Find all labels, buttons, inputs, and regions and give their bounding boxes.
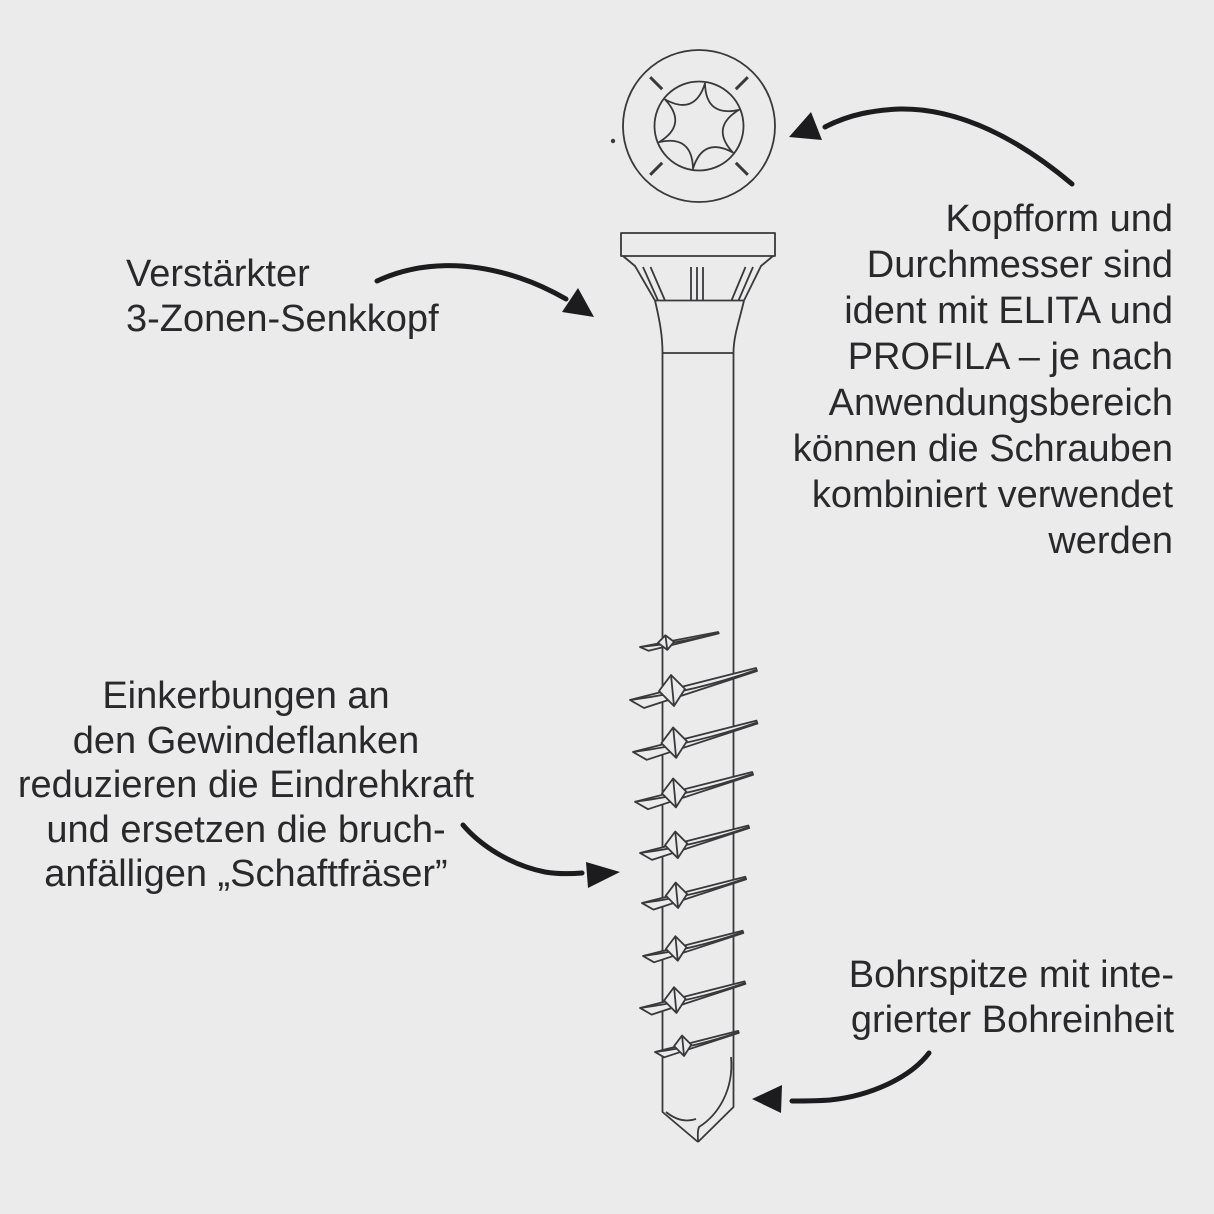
annotation-line: können die Schrauben — [792, 428, 1173, 470]
thread-flight — [635, 772, 753, 809]
arrow-to-drill-tip-icon — [752, 1053, 929, 1113]
screw-side-view-icon — [621, 233, 775, 1142]
annotation-line: reduzieren die Eindrehkraft — [17, 764, 475, 806]
annotation-line: anfälligen „Schaftfräser” — [44, 853, 448, 895]
thread-flight — [630, 668, 757, 708]
arrow-to-torx-head-arrowhead-icon — [789, 112, 822, 140]
torx-star-icon — [659, 83, 739, 168]
annotation-head-shape — [793, 196, 1173, 564]
annotation-line: werden — [1048, 520, 1173, 562]
thread-flight — [643, 931, 743, 963]
annotation-line: kombiniert verwendet — [811, 474, 1173, 516]
annotation-line: ident mit ELITA und — [844, 290, 1173, 332]
arrow-to-thread-notches-arrowhead-icon — [586, 862, 620, 888]
annotation-thread-notches — [0, 674, 492, 897]
annotation-line: PROFILA – je nach — [847, 336, 1173, 378]
arrow-to-drill-tip-line — [792, 1053, 929, 1101]
arrow-to-torx-head-icon — [789, 109, 1072, 184]
annotation-line: Bohrspitze mit inte- — [848, 954, 1174, 996]
head-outer-circle — [623, 50, 775, 202]
thread-flight — [640, 981, 745, 1014]
annotation-line: 3-Zonen-Senkkopf — [126, 298, 439, 340]
annotation-line: grierter Bohreinheit — [850, 999, 1174, 1041]
annotation-line: Verstärkter — [126, 253, 310, 295]
arrow-to-torx-head-line — [825, 109, 1072, 184]
annotation-countersunk-head — [126, 252, 439, 342]
screw-head-side — [621, 233, 775, 353]
screw-thread — [630, 632, 757, 1057]
annotation-line: und ersetzen die bruch- — [46, 808, 446, 851]
annotation-line: Anwendungsbereich — [828, 382, 1173, 424]
annotation-line: Kopfform und — [945, 198, 1173, 240]
annotation-drill-tip — [849, 953, 1174, 1043]
arrow-to-drill-tip-arrowhead-icon — [752, 1085, 782, 1113]
arrow-to-countersunk-head-arrowhead-icon — [562, 288, 594, 317]
drill-tip — [666, 1057, 731, 1141]
annotation-line: Durchmesser sind — [866, 244, 1173, 286]
thread-flight — [633, 721, 757, 760]
annotation-line: Einkerbungen an — [102, 675, 390, 717]
thread-flight — [655, 1031, 739, 1057]
head-tick-marks — [650, 77, 748, 175]
thread-flight — [642, 877, 746, 910]
annotation-line: den Gewindeflanken — [72, 719, 420, 762]
thread-flight — [640, 632, 719, 651]
stray-dot — [611, 139, 615, 143]
screw-head-top-view-icon — [623, 50, 775, 202]
